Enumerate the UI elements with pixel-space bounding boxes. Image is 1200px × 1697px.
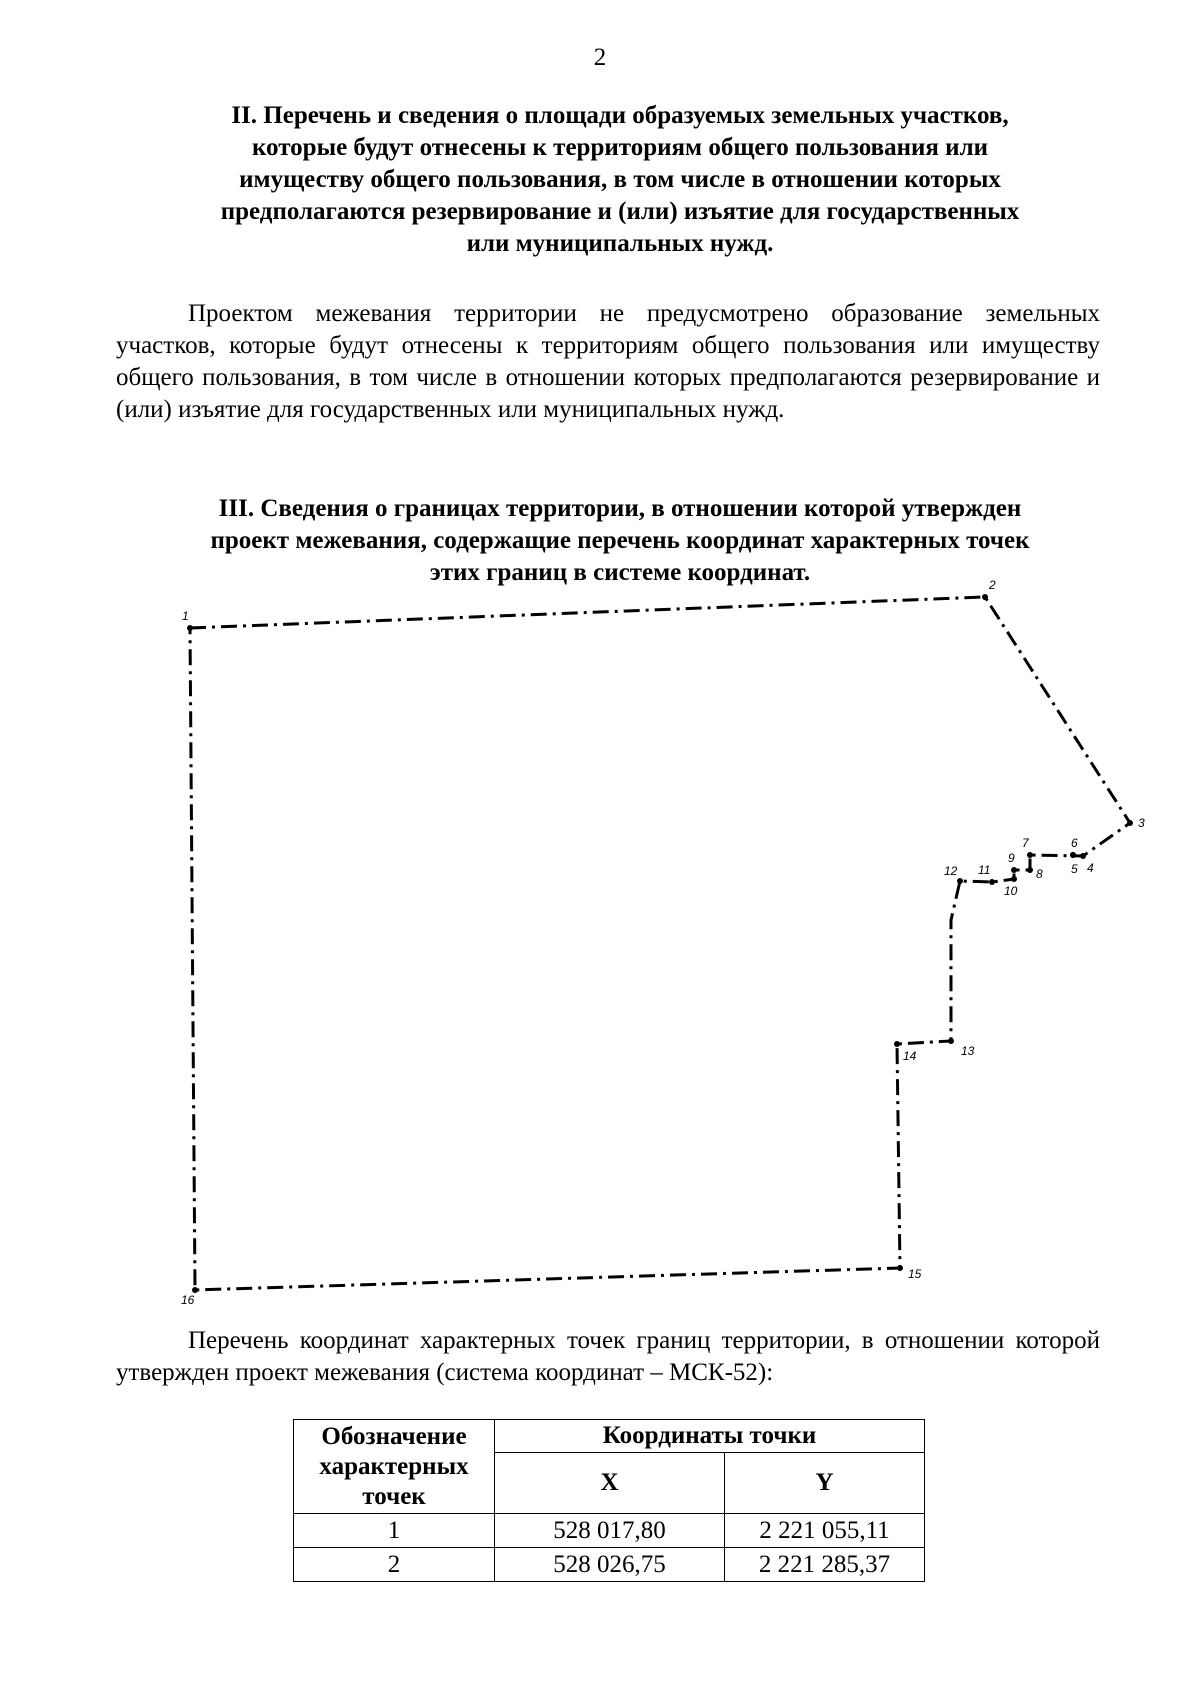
boundary-point-label: 9: [1008, 851, 1015, 865]
header-text: характерных: [319, 1452, 469, 1480]
boundary-outline: [190, 597, 1130, 1290]
header-y: Y: [725, 1453, 925, 1514]
boundary-point-marker: [957, 878, 963, 884]
header-point-designation: [294, 1420, 495, 1514]
boundary-point-marker: [1027, 867, 1033, 873]
coordinates-list-intro: Перечень координат характерных точек границ территории, в отношении которой утвержден проект межевания (система координат – МСК-52):: [116, 1327, 1100, 1386]
heading-line: предполагаются резервирование и (или) изъятие для государственных: [220, 198, 1020, 225]
boundary-point-label: 4: [1087, 861, 1094, 875]
boundary-points: [181, 578, 1145, 1307]
boundary-point-marker: [187, 625, 193, 631]
boundary-point-marker: [982, 594, 988, 600]
heading-line: которые будут отнесены к территориям общего пользования или: [251, 134, 989, 161]
cell-y: 2 221 285,37: [725, 1548, 925, 1582]
boundary-point-label: 2: [989, 578, 996, 592]
heading-line: или муниципальных нужд.: [466, 230, 774, 257]
header-x: X: [495, 1453, 725, 1514]
heading-line: II. Перечень и сведения о площади образуемых земельных участков,: [231, 102, 1009, 129]
table-row: [294, 1548, 925, 1582]
boundary-point-label: 5: [1071, 862, 1078, 876]
cell-point: 1: [294, 1514, 495, 1548]
boundary-point-label: 15: [908, 1267, 922, 1281]
boundary-point-label: 8: [1036, 867, 1043, 881]
heading-line: проект межевания, содержащие перечень координат характерных точек: [210, 527, 1030, 554]
section-2-paragraph: Проектом межевания территории не предусмотрено образование земельных участков, которые будут отнесены к территориям общего пользования или имуществу общего пользования, в том числе в отношении которых предполагаются резервирование и (или) изъятие для государственных или муниципальных нужд.: [116, 300, 1100, 423]
heading-line: III. Сведения о границах территории, в отношении которой утвержден: [218, 495, 1022, 522]
heading-line: этих границ в системе координат.: [429, 559, 811, 586]
boundary-point-label: 10: [1004, 884, 1018, 898]
boundary-point-marker: [1127, 820, 1133, 826]
boundary-point-label: 16: [181, 1293, 195, 1307]
heading-line: имуществу общего пользования, в том числе в отношении которых: [239, 166, 1001, 193]
boundary-point-label: 7: [1022, 836, 1029, 850]
boundary-point-label: 6: [1071, 836, 1078, 850]
boundary-point-marker: [1070, 852, 1076, 858]
boundary-point-marker: [894, 1041, 900, 1047]
header-text: Обозначение: [321, 1422, 467, 1450]
cell-y: 2 221 055,11: [725, 1514, 925, 1548]
cell-x: 528 026,75: [495, 1548, 725, 1582]
boundary-point-label: 12: [944, 864, 958, 878]
boundary-point-label: 13: [961, 1044, 975, 1058]
boundary-point-label: 14: [903, 1049, 917, 1063]
boundary-point-marker: [1011, 876, 1017, 882]
boundary-point-marker: [948, 1038, 954, 1044]
boundary-point-marker: [1080, 853, 1086, 859]
boundary-point-label: 1: [182, 609, 189, 623]
boundary-point-marker: [1027, 852, 1033, 858]
table-header-row: [294, 1420, 925, 1453]
boundary-point-marker: [1011, 867, 1017, 873]
table-row: [294, 1514, 925, 1548]
cell-x: 528 017,80: [495, 1514, 725, 1548]
boundary-point-marker: [989, 879, 995, 885]
boundary-point-marker: [897, 1265, 903, 1271]
header-text: точек: [362, 1482, 426, 1510]
coordinates-table: [293, 1419, 925, 1582]
page-number: 2: [593, 44, 607, 71]
cell-point: 2: [294, 1548, 495, 1582]
header-point-coordinates: Координаты точки: [495, 1420, 925, 1453]
boundary-point-label: 3: [1138, 816, 1145, 830]
boundary-point-label: 11: [978, 863, 991, 877]
